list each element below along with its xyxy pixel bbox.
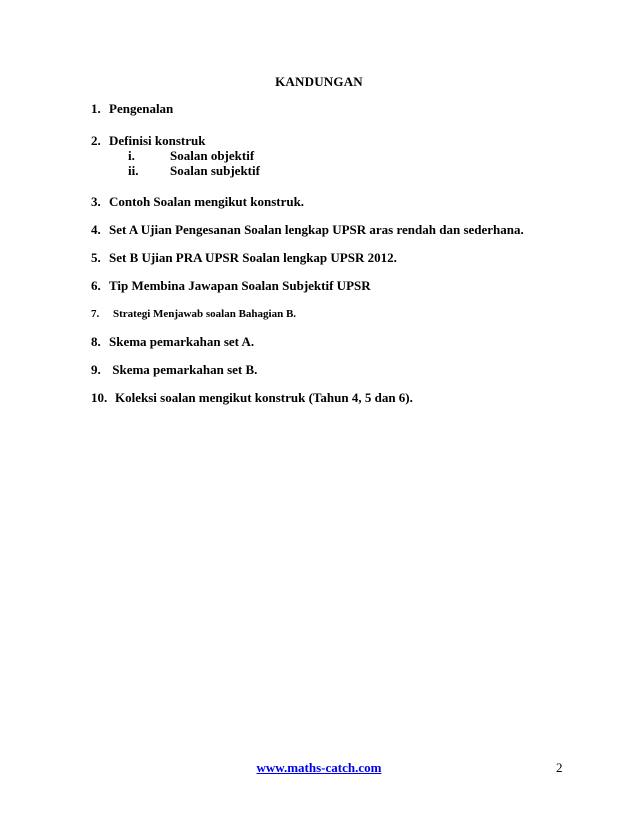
toc-item-number: 3. [91,194,101,209]
toc-item-2 [91,133,205,149]
toc-item-8 [91,334,254,350]
toc-subitem-i [128,148,254,164]
toc-item-1 [91,101,173,117]
footer-website-link[interactable]: www.maths-catch.com [256,760,382,775]
toc-subitem-number: i. [128,148,135,163]
toc-item-text: Skema pemarkahan set B. [109,362,258,377]
toc-item-10 [91,390,413,406]
toc-item-9 [91,362,257,378]
toc-item-number: 7. [91,308,100,320]
toc-item-3 [91,194,304,210]
toc-item-4 [91,222,524,238]
toc-item-text: Skema pemarkahan set A. [109,334,255,349]
toc-item-number: 6. [91,278,101,293]
toc-item-text: Set B Ujian PRA UPSR Soalan lengkap UPSR 2012. [109,250,397,265]
toc-item-5 [91,250,397,266]
page-title: KANDUNGAN [275,74,363,89]
toc-item-6 [91,278,371,294]
toc-item-7 [91,306,296,322]
toc-item-text: Tip Membina Jawapan Soalan Subjektif UPSR [109,278,371,293]
toc-item-number: 4. [91,222,101,237]
toc-item-text: Pengenalan [109,101,174,116]
toc-item-number: 1. [91,101,101,116]
toc-subitem-number: ii. [128,163,139,178]
toc-subitem-text: Soalan subjektif [170,163,260,178]
toc-item-text: Contoh Soalan mengikut konstruk. [109,194,305,209]
toc-item-number: 5. [91,250,101,265]
toc-item-number: 8. [91,334,101,349]
toc-subitem-ii [128,163,260,179]
toc-item-number: 2. [91,133,101,148]
page-number: 2 [556,760,563,775]
toc-item-text: Strategi Menjawab soalan Bahagian B. [113,308,297,320]
toc-item-text: Set A Ujian Pengesanan Soalan lengkap UPSR aras rendah dan sederhana. [109,222,524,237]
toc-item-number: 9. [91,362,101,377]
toc-item-text: Koleksi soalan mengikut konstruk (Tahun 4, 5 dan 6). [115,390,413,405]
toc-item-text: Definisi konstruk [109,133,206,148]
toc-item-number: 10. [91,390,108,405]
toc-subitem-text: Soalan objektif [170,148,255,163]
